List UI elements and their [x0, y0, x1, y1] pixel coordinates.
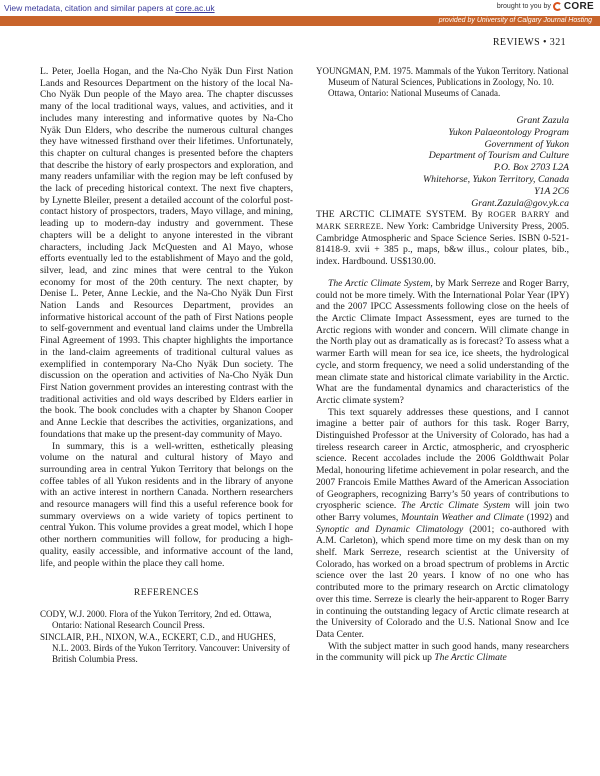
review-paragraph-2-text: will join two other Barry volumes,: [316, 500, 569, 523]
core-brand-name: CORE: [563, 1, 594, 12]
reviewer-affiliation: Department of Tourism and Culture: [428, 150, 569, 162]
running-head: REVIEWS • 321: [492, 37, 566, 48]
core-domain-link[interactable]: core.ac.uk: [175, 3, 215, 13]
review-paragraph-3: [316, 641, 569, 664]
reviewer-signature: [316, 115, 569, 209]
core-logo-icon: [553, 2, 562, 11]
review-and: and: [550, 209, 569, 221]
reference-item: YOUNGMAN, P.M. 1975. Mammals of the Yukon Territory. National Museum of Natural Sciences, Publications in Zoology, No. 10. Ottawa, Ontario: National Museums of Canada.: [316, 66, 569, 98]
review-paragraph-2-text: (2001; co-authored with A.M. Carleton), which spend more time on my desk than on my shelf. Mark Serreze, research scientist at the University of Colorado, has worked on a broad spectrum of problems in Arctic science over the last 20 years. I know of no one who has contributed more to the primary research on Arctic climatology over this time. Serreze is clearly the heir-apparent to Roger Barry in continuing the outstanding legacy of Arctic climate research at the University of Colorado and the U.S. National Snow and Ice Data Center.: [316, 523, 569, 640]
review-paragraph-1-text: , by Mark Serreze and Roger Barry, could not be more timely. With the International Polar Year (IPY) and the 2007 IPCC Assessments following close on the heels of the Arctic Climate Impact Assessment, eyes are turned to the Arctic regions with wonder and concern. Will climate change in the North play out as dramatically as is forecast? To assess what a warmer Earth will mean for sea ice, ice sheets, the hydrological cycle, and storm frequency, we need a solid understanding of the mean climate state and historical climate variability in the Arctic. What are the fundamental dynamics and characteristics of the Arctic climate system?: [316, 277, 569, 406]
reviewer-address: P.O. Box 2703 L2A: [493, 162, 569, 174]
review-paragraph-2: [316, 407, 569, 641]
book-title: Mountain Weather and Climate: [401, 511, 524, 523]
left-paragraph-summary: In summary, this is a well-written, esthetically pleasing volume on the natural and cultural history of Mayo and surrounding area in central Yukon Territory that belongs on the coffee tables of all Yukon residents and in the library of anyone with an active interest in northern Canada. Northern researchers and resource managers will find this a useful reference book for summary overviews on a wide variety of topics pertinent to central Yukon. This volume provides a great model, which I hope other northern communities will follow, for producing a high-quality, easily accessible, and informative account of the land, life, and people within the place they call home.: [40, 440, 293, 569]
references-heading: REFERENCES: [133, 587, 200, 599]
review-paragraph-3-text: With the subject matter in such good hands, many researchers in the community will pick up: [316, 640, 569, 664]
review-title: THE ARCTIC CLIMATE SYSTEM. By: [316, 209, 488, 221]
reviewer-affiliation: Yukon Palaeontology Program: [448, 126, 569, 138]
right-column: [316, 66, 569, 664]
book-title: Synoptic and Dynamic Climatology: [316, 523, 464, 535]
review-publication-details: . New York: Cambridge University Press, 2005. Cambridge Atmospheric and Space Science Series. ISBN 0-521-81418-9. xvii + 385 p., maps, b&w illus., colour plates, bib., index. Hardbound. US$130.00.: [316, 221, 569, 268]
left-column: [40, 66, 293, 666]
review-paragraph-2-text: (1992) and: [523, 511, 569, 523]
review-paragraph-2-text: This text squarely addresses these questions, and I cannot imagine a better pair of authors for this task. Roger Barry, Distinguished Professor at the University of Colorado, has had a tireless research career in Arctic, atmospheric, and cryospheric science. Recent accolades include the 2006 Goldthwait Polar Medal, honouring lifetime achievement in polar research, and the 2007 Francois Emile Matthes Award of the American Association of Geographers, recognizing Barry’s 50 years of contributions to cryospheric science.: [316, 406, 569, 512]
reviewer-address: Whitehorse, Yukon Territory, Canada: [423, 173, 569, 185]
reviewer-postal-code: Y1A 2C6: [534, 185, 569, 197]
book-title: The Arctic Climate System: [401, 500, 511, 512]
review-heading: [316, 209, 569, 268]
provided-by-banner[interactable]: provided by University of Calgary Journal Hosting: [0, 16, 600, 26]
book-title: The Arctic Climate System: [328, 277, 431, 289]
reviewer-affiliation: Government of Yukon: [484, 138, 569, 150]
view-link-prefix: View metadata, citation and similar papers at: [4, 3, 176, 13]
reviewer-name: Grant Zazula: [516, 115, 569, 126]
review-author-1: ROGER BARRY: [487, 210, 551, 220]
core-header-bar: [0, 0, 600, 26]
reference-item: CODY, W.J. 2000. Flora of the Yukon Territory, 2nd ed. Ottawa, Ontario: National Research Council Press.: [40, 608, 272, 630]
view-metadata-link[interactable]: [4, 3, 215, 13]
review-author-2: MARK SERREZE: [316, 222, 382, 232]
reference-item: SINCLAIR, P.H., NIXON, W.A., ECKERT, C.D., and HUGHES, N.L. 2003. Birds of the Yukon Territory. Vancouver: University of British Columbia Press.: [40, 631, 290, 664]
brought-by-label: brought to you by: [496, 3, 551, 10]
book-title: The Arctic Climate: [434, 652, 507, 664]
core-brand[interactable]: [497, 1, 594, 12]
reviewer-email: Grant.Zazula@gov.yk.ca: [471, 197, 569, 209]
left-paragraph-1: L. Peter, Joella Hogan, and the Na-Cho Nyäk Dun First Nation Lands and Resources Department on the history of the local Na-Cho Nyäk Dun people of the Mayo area. The chapter discusses many of the local traditional ways, values, and activities, and it includes many interesting and informative quotes by Na-Cho Nyäk Dun Elders, who describe the numerous cultural changes they have witnessed firsthand over their lifetimes. Unfortunately, this chapter on cultural changes is presented before the chapters that describe the history of early prospectors and exploration, and many readers unfamiliar with the region may be left confused by the lack of preceding historical context. The next five chapters, by Lynette Bleiler, present a detailed account of the colorful post-contact history of prospectors, traders, Mayo village, and mining, leading up to modern-day industry and government. These chapters will be a delight to anyone interested in the vibrant characters, including Jack McQuesten and Al Mayo, whose efforts eventually led to the establishment of Mayo and the gold, silver, lead, and zinc mines that were central to the Yukon economy for most of the 20th century. The next chapter, by Denise L. Peter, Anne Leckie, and the Na-Cho Nyäk Dun First Nation Lands and Resources Department, provides an informative historical account of the path of First Nations people to self-government and eventual land claims under the Umbrella Final Agreement of 1993. This chapter highlights the importance in the land-claim agreements of traditional cultural values as exemplified in contemporary Na-Cho Nyäk Dun society. The discussion on the operation and activities of Na-Cho Nyäk Dun First Nation government provides an interesting contrast with the traditional activities and old ways described by Elders earlier in the book. The book concludes with a chapter by Shanon Cooper and Anne Leckie that describes the activities, organizations, and foundations that make up the present-day community of Mayo.: [40, 66, 293, 440]
review-paragraph-1: [316, 278, 569, 407]
